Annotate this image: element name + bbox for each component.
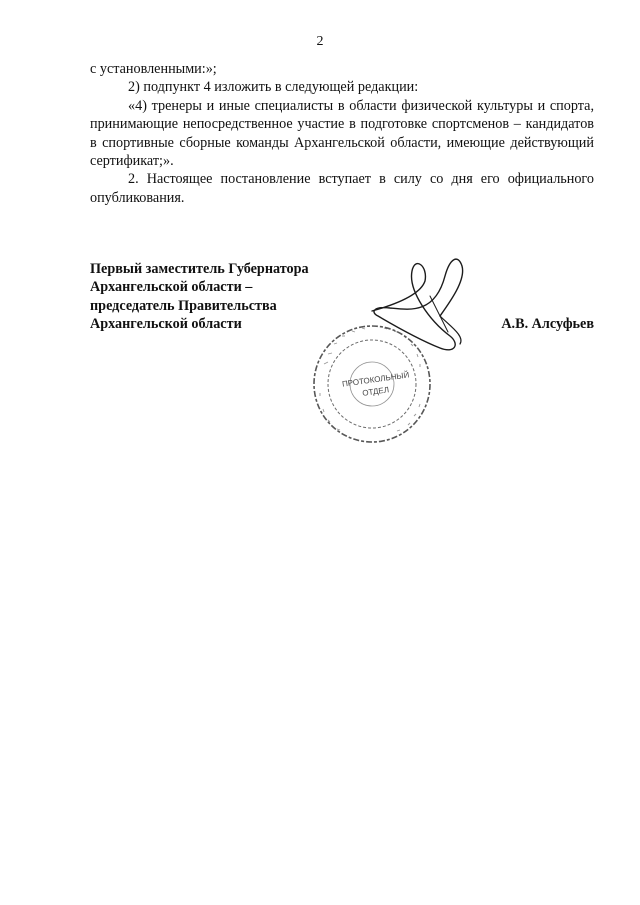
signatory-title-line: Архангельской области xyxy=(90,316,242,333)
paragraph-effective-date: 2. Настоящее постановление вступает в силу со дня его официального опубликования. xyxy=(90,171,594,206)
official-seal xyxy=(300,236,480,446)
paragraph-continuation: с установленными:»; xyxy=(90,61,217,77)
seal-center-text: ОТДЕЛ xyxy=(361,385,390,398)
seal-center-text: ПРОТОКОЛЬНЫЙ xyxy=(341,370,410,389)
document-body xyxy=(90,60,594,207)
paragraph-subitem-2: 2) подпункт 4 изложить в следующей редакции: xyxy=(128,79,419,96)
signatory-title-line: председатель Правительства xyxy=(90,297,277,314)
signer-name: А.В. Алсуфьев xyxy=(501,316,594,332)
handwritten-signature xyxy=(372,259,463,350)
signatory-title-line: Архангельской области – xyxy=(90,279,253,296)
signatory-title-line: Первый заместитель Губернатора xyxy=(90,261,309,277)
paragraph-quoted-item-4: «4) тренеры и иные специалисты в области физической культуры и спорта, принимающие непосредственное участие в подготовке спортсменов – кандидатов в спортивные сборные команды Архангельской области, имеющие действующий сертификат;». xyxy=(90,97,594,170)
page-number: 2 xyxy=(316,34,324,49)
